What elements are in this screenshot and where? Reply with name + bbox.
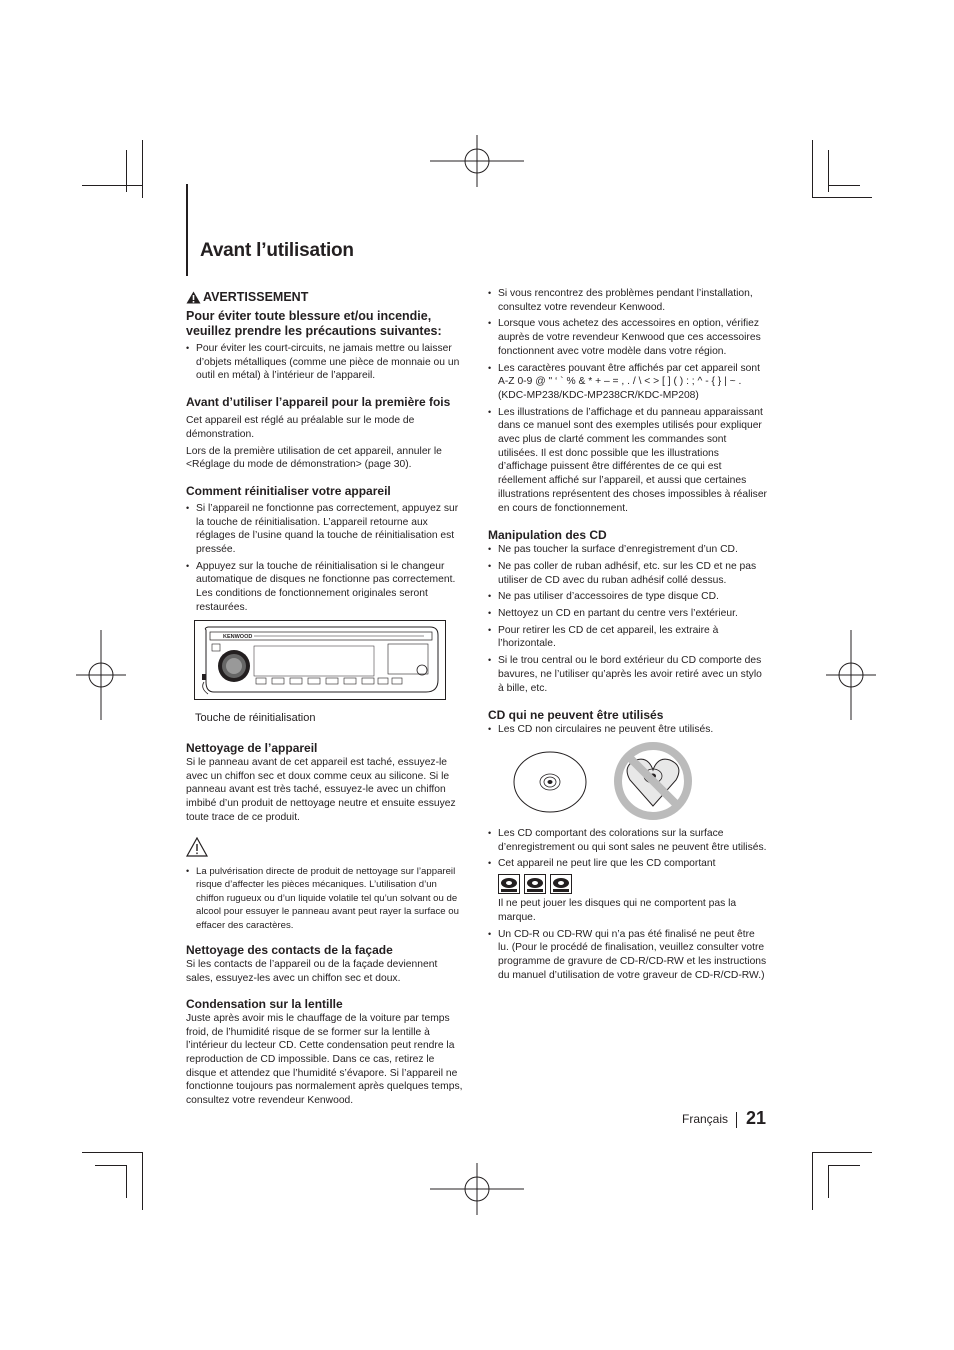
- info-item-3: • Les caractères pouvant être affichés par cet appareil sont A-Z 0-9 @ " ‘ ` % & * + – = , . / \ < > [ ] ( ) : ; ^ - { } | ~ . (KDC-MP238/KDC-MP238CR/KDC-MP208): [488, 362, 768, 403]
- cd-handling-item-2: • Ne pas coller de ruban adhésif, etc. sur les CD et ne pas utiliser de CD avec du ruban adhésif collé dessus.: [488, 560, 768, 587]
- reset-heading: Comment réinitialiser votre appareil: [186, 483, 391, 498]
- info-item-4: • Les illustrations de l’affichage et du panneau apparaissant dans ce manuel sont des exemples utilisés pour expliquer avec plus de clarté comment les commandes sont utilisées. Il est donc possible que les illustrations d’affichage puissent être différentes de ce qui est réellement affiché sur l’appareil, et aussi que certaines illustrations représentent des choses impossibles à réaliser en cours de fonctionnement.: [488, 406, 768, 516]
- condensation-heading: Condensation sur la lentille: [186, 996, 343, 1011]
- page-title: Avant l’utilisation: [200, 240, 354, 261]
- disc-logos: [498, 874, 768, 894]
- right-column: [488, 287, 768, 740]
- unusable-heading: CD qui ne peuvent être utilisés: [488, 708, 664, 723]
- registration-mark-bottom: [430, 1163, 524, 1215]
- cd-handling-item-6: • Si le trou central ou le bord extérieur du CD comporte des bavures, ne l’utiliser qu’après les avoir retiré avec un stylo à bille, etc.: [488, 654, 768, 695]
- figure-brand: KENWOOD: [223, 634, 253, 640]
- unusable-item-2: • Les CD comportant des colorations sur la surface d’enregistrement ou qui sont sales ne peuvent être utilisés.: [488, 827, 768, 854]
- heart-cd-prohibited-icon: [612, 740, 694, 822]
- left-column: [186, 290, 464, 618]
- first-use-paragraph-1: Cet appareil est réglé au préalable sur le mode de démonstration.: [186, 415, 415, 440]
- compact-disc-logo-icon: [498, 874, 520, 894]
- condensation-text: Juste après avoir mis le chauffage de la voiture par temps froid, de l’humidité risque de se former sur la lentille à l’intérieur du lecteur CD. Cette condensation peut rendre la reproduction de CD impossible. Dans ce cas, retirez le disque et attendez que l’humidité s’évapore. Si l’appareil ne fonctionne toujours pas normalement après quelques temps, consultez votre revendeur Kenwood.: [186, 1012, 463, 1107]
- info-item-1: • Si vous rencontrez des problèmes pendant l’installation, consultez votre revendeur Kenwood.: [488, 287, 768, 314]
- reset-caption: Touche de réinitialisation: [195, 712, 316, 724]
- round-cd-icon: [510, 742, 590, 822]
- unusable-item-1: • Les CD non circulaires ne peuvent être utilisés.: [488, 723, 768, 737]
- cd-handling-item-3: • Ne pas utiliser d’accessoires de type disque CD.: [488, 590, 768, 604]
- title-rule: [186, 184, 188, 276]
- left-column-lower: [186, 741, 464, 1108]
- cd-handling-item-1: • Ne pas toucher la surface d’enregistrement d’un CD.: [488, 543, 768, 557]
- warning-heading-row: [186, 290, 464, 305]
- car-stereo-figure: [194, 620, 446, 700]
- contacts-heading: Nettoyage des contacts de la façade: [186, 943, 393, 958]
- unusable-item-3-text: Cet appareil ne peut lire que les CD comportant: [498, 858, 716, 870]
- reset-item-1: • Si l’appareil ne fonctionne pas correctement, appuyez sur la touche de réinitialisation. L’appareil retourne aux réglages de l’usine quand la touche de réinitialisation est pressée.: [186, 502, 464, 557]
- right-column-lower: [488, 827, 768, 985]
- footer-separator: [736, 1112, 737, 1128]
- contacts-text: Si les contacts de l’appareil ou de la façade deviennent sales, essuyez-les avec un chiffon sec et doux.: [186, 959, 438, 985]
- caution-item: • La pulvérisation directe de produit de nettoyage sur l’appareil risque d’affecter les pièces mécaniques. L’utilisation d’un chiffon rugueux ou d’un liquide volatile tel qu’un solvant ou de alcool pour essuyer le panneau avant peut rayer la surface ou effacer des caractères.: [186, 865, 464, 933]
- cleaning-text: Si le panneau avant de cet appareil est taché, essuyez-le avec un chiffon sec et doux comme ceux au silicone. Si le panneau avant est très taché, essuyez-le avec un chiffon imbibé d’un produit de nettoyage neutre et ensuite essuyez toute trace de ce produit.: [186, 757, 456, 823]
- unusable-item-4: • Un CD-R ou CD-RW qui n’a pas été finalisé ne peut être lu. (Pour le procédé de finalisation, veuillez consulter votre programme de gravure de CD-R/CD-RW et les instructions du manuel d’utilisation de votre graveur de CD-R/CD-RW.): [488, 928, 768, 983]
- compact-disc-rewritable-logo-icon: [550, 874, 572, 894]
- registration-mark-left: [76, 630, 126, 720]
- info-item-2: • Lorsque vous achetez des accessoires en option, vérifiez auprès de votre revendeur Kenwood que ces accessoires fonctionnent avec votre modèle dans votre région.: [488, 317, 768, 358]
- caution-triangle-icon: [186, 837, 208, 857]
- first-use-heading: Avant d’utiliser l’appareil pour la première fois: [186, 395, 451, 410]
- cd-handling-heading: Manipulation des CD: [488, 528, 607, 543]
- cd-handling-item-4: • Nettoyez un CD en partant du centre vers l’extérieur.: [488, 607, 768, 621]
- warning-item: • Pour éviter les court-circuits, ne jamais mettre ou laisser d’objets métalliques (comme une pièce de monnaie ou un outil en métal) à l’intérieur de l’appareil.: [186, 342, 464, 383]
- cd-handling-item-5: • Pour retirer les CD de cet appareil, les extraire à l’horizontale.: [488, 624, 768, 651]
- reset-item-2: • Appuyez sur la touche de réinitialisation si le changeur automatique de disques ne fonctionne pas correctement. Les conditions de fonctionnement originales seront restaurées.: [186, 560, 464, 615]
- registration-mark-right: [826, 630, 876, 720]
- warning-triangle-icon: [186, 291, 201, 304]
- page-number: 21: [746, 1108, 767, 1128]
- cleaning-heading: Nettoyage de l’appareil: [186, 741, 318, 755]
- warning-heading: AVERTISSEMENT: [203, 290, 309, 304]
- unusable-item-3-continued: Il ne peut jouer les disques qui ne comportent pas la marque.: [498, 898, 737, 923]
- compact-disc-recordable-logo-icon: [524, 874, 546, 894]
- registration-mark-top: [430, 135, 524, 187]
- unusable-item-3: [488, 857, 768, 924]
- first-use-paragraph-2: Lors de la première utilisation de cet appareil, annuler le <Réglage du mode de démonstration> (page 30).: [186, 445, 442, 471]
- footer-language: Français: [682, 1112, 729, 1126]
- warning-subheading: Pour éviter toute blessure et/ou incendie, veuillez prendre les précautions suivantes:: [186, 309, 442, 338]
